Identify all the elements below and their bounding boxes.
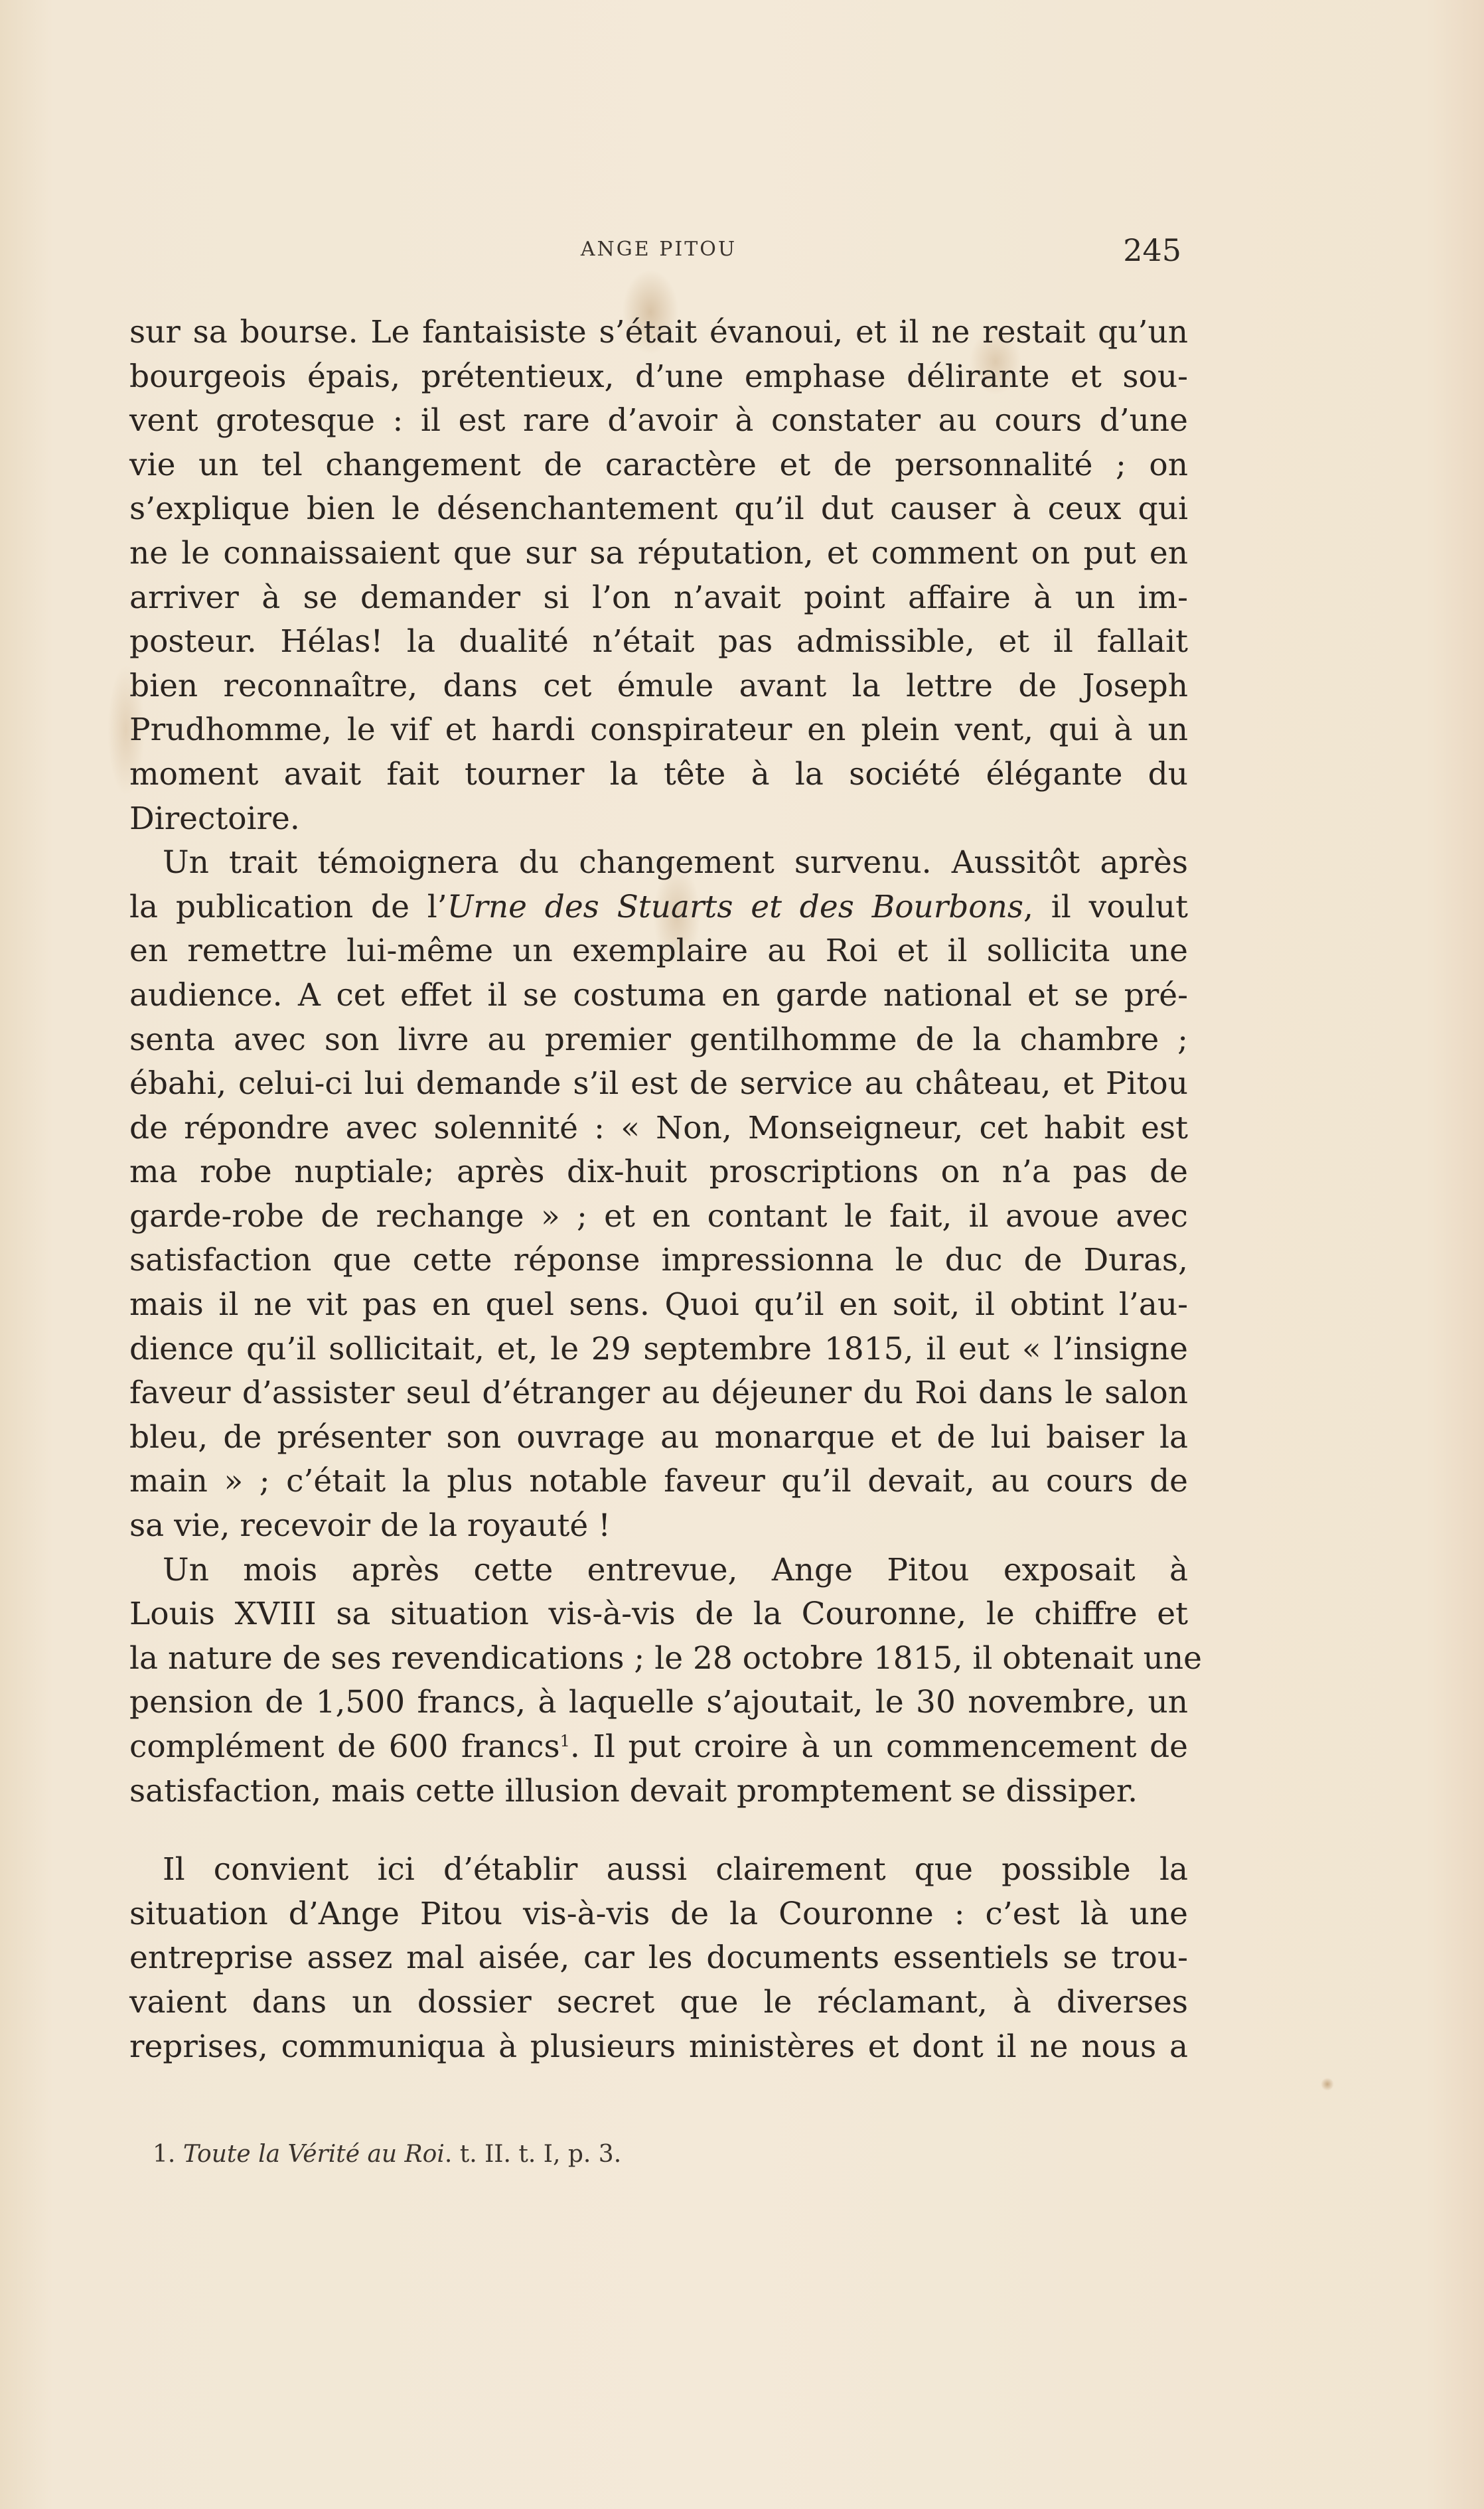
text-line: ne le connaissaient que sur sa réputation, et comment on put en: [129, 534, 1188, 571]
text-line: bleu, de présenter son ouvrage au monarque et de lui baiser la: [129, 1418, 1188, 1456]
footnote-marker[interactable]: 1: [559, 1732, 570, 1750]
text-line: mais il ne vit pas en quel sens. Quoi qu’il en soit, il obtint l’au-: [129, 1286, 1188, 1324]
text-line: [129, 885, 1188, 930]
text-run: , il voulut: [1023, 888, 1188, 925]
text-line: vie un tel changement de caractère et de personnalité ; on: [129, 446, 1188, 483]
text-line: pension de 1,500 francs, à laquelle s’ajoutait, le 30 novembre, un: [129, 1684, 1188, 1721]
text-line: vaient dans un dossier secret que le réclamant, à diverses: [129, 1983, 1188, 2020]
section-break: [129, 1813, 1188, 1848]
text-line: situation d’Ange Pitou vis-à-vis de la Couronne : c’est là une: [129, 1895, 1188, 1932]
text-line: dience qu’il sollicitait, et, le 29 septembre 1815, il eut « l’insigne: [129, 1330, 1188, 1367]
running-header: [129, 232, 1188, 272]
footnote: [153, 2141, 621, 2168]
text-line: faveur d’assister seul d’étranger au déjeuner du Roi dans le salon: [129, 1375, 1188, 1412]
text-line: satisfaction, mais cette illusion devait promptement se dissiper.: [129, 1772, 1138, 1809]
text-line: garde-robe de rechange » ; et en contant le fait, il avoue avec: [129, 1197, 1188, 1235]
text-line: main » ; c’était la plus notable faveur qu’il devait, au cours de: [129, 1463, 1188, 1500]
book-title-italic: Urne des Stuarts et des Bourbons: [447, 888, 1023, 925]
text-line: posteur. Hélas! la dualité n’était pas admissible, et il fallait: [129, 623, 1188, 660]
text-line: Il convient ici d’établir aussi clairement que possible la: [163, 1851, 1188, 1888]
paragraph-3: [129, 1549, 1202, 1814]
text-run: complément de 600 francs: [129, 1728, 560, 1765]
text-line: reprises, communiqua à plusieurs ministères et dont il ne nous a: [129, 2028, 1188, 2065]
body-text: [129, 311, 1202, 2069]
footnote-number: 1.: [153, 2141, 176, 2168]
text-line: la nature de ses revendications ; le 28 octobre 1815, il obtenait une: [129, 1639, 1202, 1677]
text-line: [129, 1725, 1188, 1770]
paragraph-2: [129, 841, 1188, 1549]
text-line: sa vie, recevoir de la royauté !: [129, 1507, 611, 1545]
paragraph-4: [129, 1848, 1188, 2069]
text-run: la publication de l’: [129, 888, 447, 925]
text-line: sur sa bourse. Le fantaisiste s’était évanoui, et il ne restait qu’un: [129, 314, 1188, 350]
text-line: satisfaction que cette réponse impressionna le duc de Duras,: [129, 1242, 1188, 1279]
text-line: vent grotesque : il est rare d’avoir à constater au cours d’une: [129, 402, 1188, 439]
page-number: 245: [1123, 232, 1181, 268]
text-line: en remettre lui-même un exemplaire au Roi et il sollicita une: [129, 933, 1188, 970]
text-line: ma robe nuptiale; après dix-huit proscriptions on n’a pas de: [129, 1154, 1188, 1191]
text-line: entreprise assez mal aisée, car les documents essentiels se trou-: [129, 1939, 1188, 1977]
text-line: bourgeois épais, prétentieux, d’une emphase délirante et sou-: [129, 358, 1188, 395]
text-run: . Il put croire à un commencement de: [569, 1728, 1188, 1765]
text-line: de répondre avec solennité : « Non, Monseigneur, cet habit est: [129, 1109, 1188, 1146]
text-line: bien reconnaître, dans cet émule avant la lettre de Joseph: [129, 667, 1188, 704]
text-line: Directoire.: [129, 800, 300, 837]
running-title: ANGE PITOU: [580, 238, 737, 261]
text-line: arriver à se demander si l’on n’avait point affaire à un im-: [129, 579, 1188, 616]
text-line: moment avait fait tourner la tête à la société élégante du: [129, 755, 1188, 793]
text-line: audience. A cet effet il se costuma en garde national et se pré-: [129, 976, 1188, 1014]
footnote-reference: . t. II. t. I, p. 3.: [444, 2141, 622, 2168]
text-line: ébahi, celui-ci lui demande s’il est de service au château, et Pitou: [129, 1065, 1188, 1102]
text-line: s’explique bien le désenchantement qu’il dut causer à ceux qui: [129, 491, 1188, 528]
footnote-title-italic: Toute la Vérité au Roi: [183, 2141, 445, 2168]
text-line: Un mois après cette entrevue, Ange Pitou exposait à: [163, 1551, 1188, 1588]
text-line: Prudhomme, le vif et hardi conspirateur en plein vent, qui à un: [129, 712, 1188, 749]
text-line: Louis XVIII sa situation vis-à-vis de la Couronne, le chiffre et: [129, 1596, 1188, 1633]
text-line: Un trait témoignera du changement survenu. Aussitôt après: [163, 844, 1188, 881]
paragraph-1: [129, 311, 1188, 841]
text-line: senta avec son livre au premier gentilhomme de la chambre ;: [129, 1021, 1188, 1058]
